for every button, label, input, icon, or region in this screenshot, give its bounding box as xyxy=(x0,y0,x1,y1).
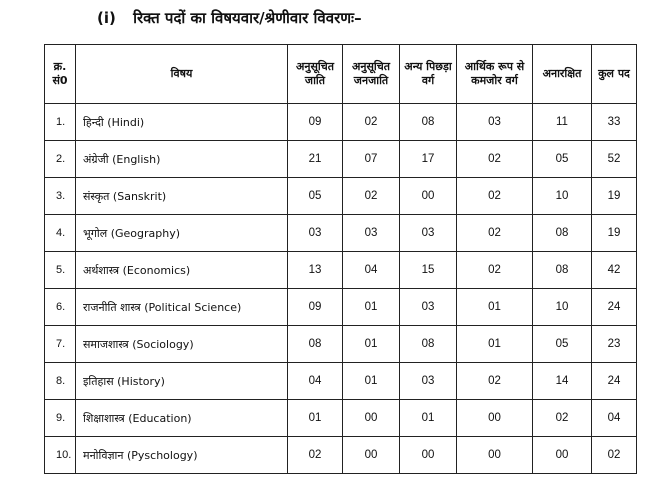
cell-serial: 8. xyxy=(45,363,76,400)
cell-serial: 9. xyxy=(45,400,76,437)
cell-unreserved: 11 xyxy=(533,104,592,141)
table-row xyxy=(45,326,637,363)
cell-serial: 10. xyxy=(45,437,76,474)
cell-obc: 15 xyxy=(400,252,457,289)
section-number: (i) xyxy=(97,9,116,27)
cell-st: 03 xyxy=(343,215,400,252)
cell-subject: इतिहास (History) xyxy=(76,363,288,400)
cell-unreserved: 05 xyxy=(533,326,592,363)
cell-total: 02 xyxy=(592,437,637,474)
cell-ews: 01 xyxy=(457,289,533,326)
cell-obc: 17 xyxy=(400,141,457,178)
cell-total: 19 xyxy=(592,215,637,252)
cell-subject: समाजशास्त्र (Sociology) xyxy=(76,326,288,363)
cell-serial: 2. xyxy=(45,141,76,178)
col-header-obc: अन्य पिछड़ा वर्ग xyxy=(400,45,457,104)
vacancy-table xyxy=(44,44,637,474)
cell-serial: 6. xyxy=(45,289,76,326)
cell-unreserved: 08 xyxy=(533,215,592,252)
cell-subject: मनोविज्ञान (Pyschology) xyxy=(76,437,288,474)
cell-ews: 00 xyxy=(457,437,533,474)
header-row xyxy=(45,45,637,104)
cell-subject: अंग्रेजी (English) xyxy=(76,141,288,178)
section-title: रिक्त पदों का विषयवार/श्रेणीवार विवरणः– xyxy=(133,9,362,27)
cell-total: 24 xyxy=(592,363,637,400)
cell-sc: 21 xyxy=(288,141,343,178)
cell-st: 00 xyxy=(343,437,400,474)
cell-sc: 02 xyxy=(288,437,343,474)
cell-st: 01 xyxy=(343,289,400,326)
cell-unreserved: 10 xyxy=(533,289,592,326)
cell-sc: 08 xyxy=(288,326,343,363)
cell-obc: 08 xyxy=(400,104,457,141)
table-row xyxy=(45,363,637,400)
col-header-subject: विषय xyxy=(76,45,288,104)
cell-unreserved: 05 xyxy=(533,141,592,178)
col-header-unreserved: अनारक्षित xyxy=(533,45,592,104)
cell-total: 23 xyxy=(592,326,637,363)
cell-unreserved: 10 xyxy=(533,178,592,215)
cell-ews: 03 xyxy=(457,104,533,141)
cell-ews: 01 xyxy=(457,326,533,363)
cell-sc: 03 xyxy=(288,215,343,252)
cell-serial: 4. xyxy=(45,215,76,252)
cell-serial: 1. xyxy=(45,104,76,141)
cell-ews: 00 xyxy=(457,400,533,437)
cell-st: 00 xyxy=(343,400,400,437)
cell-subject: हिन्दी (Hindi) xyxy=(76,104,288,141)
cell-total: 42 xyxy=(592,252,637,289)
cell-st: 02 xyxy=(343,104,400,141)
cell-obc: 08 xyxy=(400,326,457,363)
cell-ews: 02 xyxy=(457,252,533,289)
cell-st: 01 xyxy=(343,363,400,400)
cell-serial: 5. xyxy=(45,252,76,289)
cell-unreserved: 14 xyxy=(533,363,592,400)
cell-subject: अर्थशास्त्र (Economics) xyxy=(76,252,288,289)
table-row xyxy=(45,141,637,178)
cell-obc: 03 xyxy=(400,289,457,326)
col-header-ews: आर्थिक रूप से कमजोर वर्ग xyxy=(457,45,533,104)
cell-obc: 03 xyxy=(400,363,457,400)
cell-subject: भूगोल (Geography) xyxy=(76,215,288,252)
table-row xyxy=(45,104,637,141)
table-row xyxy=(45,289,637,326)
cell-ews: 02 xyxy=(457,363,533,400)
cell-st: 07 xyxy=(343,141,400,178)
cell-ews: 02 xyxy=(457,178,533,215)
cell-total: 52 xyxy=(592,141,637,178)
col-header-sc: अनुसूचित जाति xyxy=(288,45,343,104)
cell-ews: 02 xyxy=(457,215,533,252)
cell-subject: संस्कृत (Sanskrit) xyxy=(76,178,288,215)
cell-unreserved: 02 xyxy=(533,400,592,437)
cell-subject: शिक्षाशास्त्र (Education) xyxy=(76,400,288,437)
cell-obc: 00 xyxy=(400,178,457,215)
cell-serial: 7. xyxy=(45,326,76,363)
cell-st: 01 xyxy=(343,326,400,363)
cell-sc: 13 xyxy=(288,252,343,289)
cell-total: 19 xyxy=(592,178,637,215)
cell-serial: 3. xyxy=(45,178,76,215)
table-row xyxy=(45,178,637,215)
section-heading xyxy=(97,8,362,28)
cell-sc: 04 xyxy=(288,363,343,400)
cell-obc: 03 xyxy=(400,215,457,252)
cell-sc: 09 xyxy=(288,104,343,141)
cell-st: 02 xyxy=(343,178,400,215)
table-row xyxy=(45,215,637,252)
cell-total: 04 xyxy=(592,400,637,437)
cell-unreserved: 08 xyxy=(533,252,592,289)
cell-obc: 00 xyxy=(400,437,457,474)
cell-sc: 01 xyxy=(288,400,343,437)
cell-sc: 05 xyxy=(288,178,343,215)
cell-unreserved: 00 xyxy=(533,437,592,474)
cell-subject: राजनीति शास्त्र (Political Science) xyxy=(76,289,288,326)
cell-sc: 09 xyxy=(288,289,343,326)
table-row xyxy=(45,437,637,474)
cell-total: 33 xyxy=(592,104,637,141)
table-row xyxy=(45,252,637,289)
cell-obc: 01 xyxy=(400,400,457,437)
col-header-st: अनुसूचित जनजाति xyxy=(343,45,400,104)
cell-ews: 02 xyxy=(457,141,533,178)
col-header-total: कुल पद xyxy=(592,45,637,104)
cell-st: 04 xyxy=(343,252,400,289)
table-row xyxy=(45,400,637,437)
cell-total: 24 xyxy=(592,289,637,326)
col-header-serial: क्र. सं0 xyxy=(45,45,76,104)
